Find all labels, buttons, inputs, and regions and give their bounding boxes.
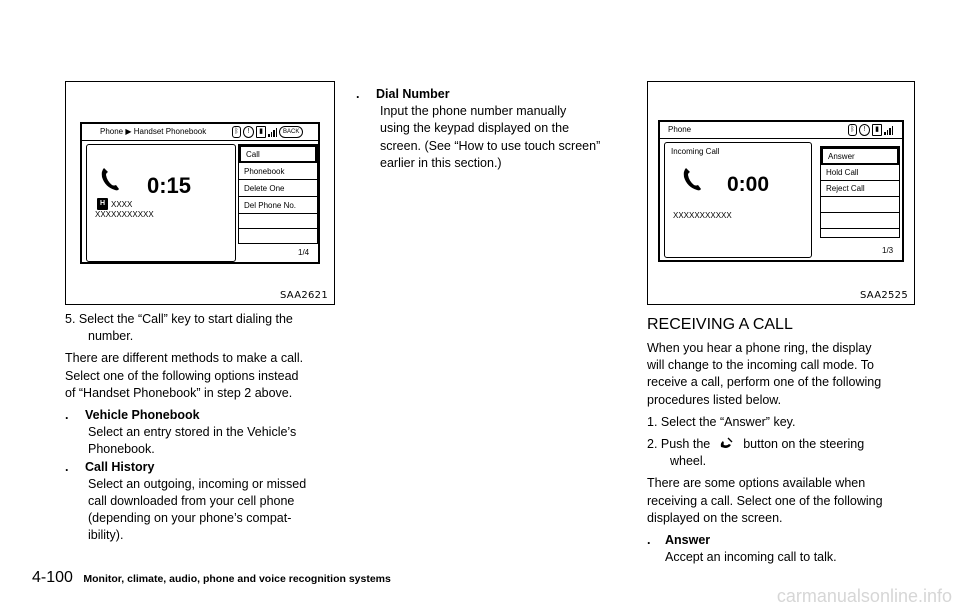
bullet: .: [65, 459, 69, 474]
option-text-line: Input the phone number manually: [380, 104, 567, 119]
menu-item-reject-call[interactable]: Reject Call: [821, 181, 899, 197]
option-title: Vehicle Phonebook: [85, 408, 200, 423]
option-text-line: ibility).: [88, 528, 124, 543]
option-answer: [647, 532, 917, 549]
option-text-line: using the keypad displayed on the: [380, 121, 570, 136]
option-dial-number: [356, 86, 628, 103]
receive-para-line-4: procedures listed below.: [647, 392, 782, 407]
call-timer: 0:00: [727, 173, 770, 196]
bullet: .: [356, 87, 360, 101]
watermark: carmanualsonline.info: [776, 586, 952, 606]
option-text-line: Select an outgoing, incoming or missed: [88, 476, 307, 491]
receive-para-line-1: When you hear a phone ring, the display: [647, 341, 872, 355]
screen-title: Phone: [668, 125, 692, 134]
screen-header: [82, 124, 318, 141]
contact-number: XXXXXXXXXXX: [673, 211, 732, 220]
options-para-line-3: displayed on the screen.: [647, 510, 783, 525]
contact-number: XXXXXXXXXXX: [95, 210, 154, 219]
column-3-text: [647, 340, 917, 566]
phone-screen: [658, 120, 904, 262]
methods-para-line-2: Select one of the following options instead: [65, 368, 299, 383]
figure-handset-phonebook: [65, 81, 335, 305]
menu-item-phonebook[interactable]: Phonebook: [239, 163, 317, 180]
page-number: 4-100: [32, 569, 73, 586]
screen-header: [660, 122, 902, 139]
option-text-line: earlier in this section.): [380, 155, 502, 170]
menu-item-hold-call[interactable]: Hold Call: [821, 165, 899, 181]
alert-icon: !: [243, 126, 254, 138]
call-info-box: [86, 144, 236, 262]
bullet: .: [65, 408, 69, 423]
signal-icon: [268, 127, 277, 137]
page-footer: [32, 569, 391, 587]
option-text-line: Phonebook.: [88, 442, 155, 457]
page-indicator: 1/3: [882, 246, 894, 255]
option-title: Dial Number: [376, 87, 450, 101]
alert-icon: !: [859, 124, 870, 136]
page-indicator: 1/4: [298, 248, 310, 257]
status-icons: [232, 125, 303, 138]
methods-para-line-1: There are different methods to make a call.: [65, 351, 304, 366]
figure-caption: SAA2621: [279, 290, 328, 301]
options-para-line-1: There are some options available when: [647, 476, 866, 491]
option-text-line: Accept an incoming call to talk.: [665, 550, 837, 565]
step-5: 5. Select the “Call” key to start dialing the: [65, 312, 293, 326]
contact-type-icon: H: [97, 198, 108, 210]
option-title: Answer: [665, 533, 711, 548]
menu-item-call[interactable]: Call: [239, 145, 317, 163]
handset-icon: [99, 165, 121, 193]
menu-item-del-phone-no[interactable]: Del Phone No.: [239, 197, 317, 214]
back-button[interactable]: BACK: [279, 126, 303, 138]
call-menu: [238, 144, 318, 244]
section-heading: RECEIVING A CALL: [647, 316, 793, 333]
step-2: [647, 436, 917, 453]
call-timer: 0:15: [147, 173, 192, 198]
step-5-cont: number.: [88, 329, 134, 344]
step-2-start: 2. Push the: [647, 437, 711, 452]
step-1: 1. Select the “Answer” key.: [647, 414, 796, 429]
phone-button-icon: [716, 436, 738, 450]
receive-para-line-2: will change to the incoming call mode. To: [647, 358, 874, 373]
section-title: Monitor, climate, audio, phone and voice recognition systems: [83, 573, 391, 585]
call-info-box: [664, 142, 812, 258]
option-vehicle-phonebook: [65, 407, 337, 424]
menu-item-empty[interactable]: [239, 214, 317, 229]
step-2-cont: wheel.: [670, 454, 707, 469]
receive-para-line-3: receive a call, perform one of the following: [647, 375, 882, 390]
screen-title: Phone ▶ Handset Phonebook: [100, 127, 207, 136]
step-2-end: button on the steering: [743, 437, 865, 452]
column-2-text: [356, 86, 628, 172]
option-text-line: (depending on your phone’s compat-: [88, 511, 292, 526]
bluetooth-icon: ᛒ: [848, 124, 857, 136]
status-icons: [848, 123, 893, 136]
handset-icon: [681, 165, 703, 193]
bullet: .: [647, 533, 651, 548]
figure-incoming-call: [647, 81, 915, 305]
bluetooth-icon: ᛒ: [232, 126, 241, 138]
call-menu: [820, 146, 900, 238]
box-title: Incoming Call: [671, 147, 720, 156]
menu-item-empty[interactable]: [821, 213, 899, 229]
options-para-line-2: receiving a call. Select one of the following: [647, 493, 883, 508]
battery-icon: ▮: [256, 126, 266, 138]
option-text-line: call downloaded from your cell phone: [88, 494, 295, 509]
option-title: Call History: [85, 459, 155, 474]
signal-icon: [884, 125, 893, 135]
battery-icon: ▮: [872, 124, 882, 136]
figure-caption: SAA2525: [859, 290, 908, 301]
option-text-line: Select an entry stored in the Vehicle’s: [88, 425, 297, 440]
menu-item-delete-one[interactable]: Delete One: [239, 180, 317, 197]
contact-name: XXXX: [111, 200, 133, 209]
menu-item-empty[interactable]: [821, 197, 899, 213]
phone-screen: [80, 122, 320, 264]
option-text-line: screen. (See “How to use touch screen”: [380, 138, 601, 153]
menu-item-answer[interactable]: Answer: [821, 147, 899, 165]
column-1-text: [65, 311, 337, 545]
methods-para-line-3: of “Handset Phonebook” in step 2 above.: [65, 385, 293, 400]
option-call-history: [65, 459, 337, 476]
